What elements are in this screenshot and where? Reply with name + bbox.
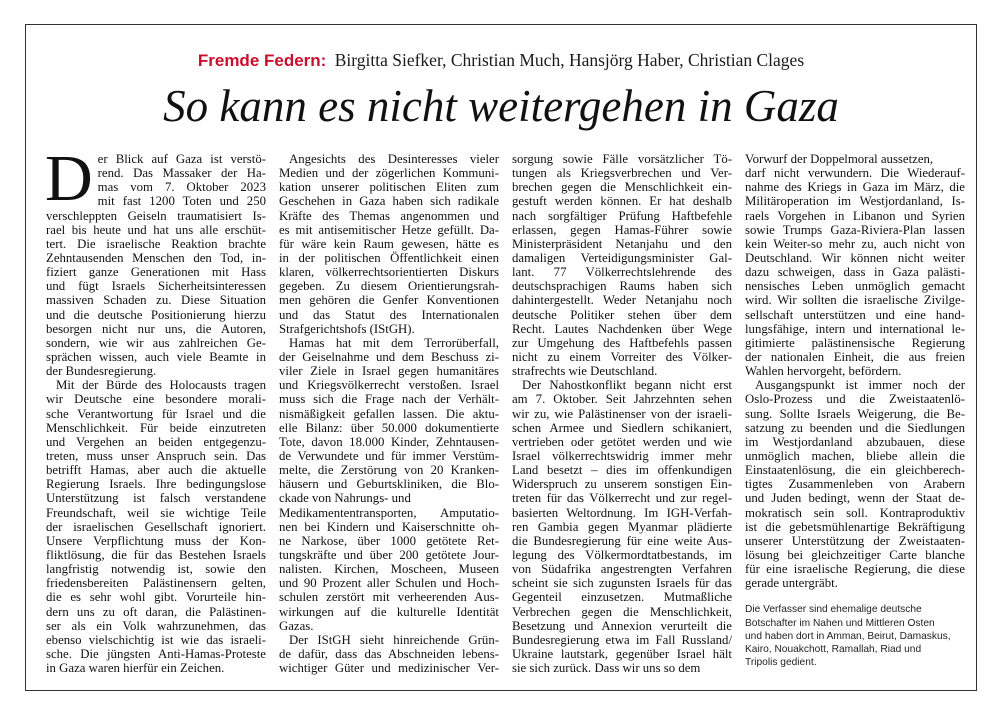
text-line: ckade von Nahrungs- und (279, 491, 411, 506)
text-line: scheint sie sich zugunsten Israels für das (512, 576, 732, 591)
text-line: Hamas hat mit dem Terrorüberfall, (289, 335, 499, 350)
text-line: Gazas. (279, 618, 314, 633)
text-line: Ausgangspunkt ist immer noch der (755, 378, 965, 393)
text-line: Geschehen in Gaza haben sich radikale (279, 194, 499, 209)
text-line: im Westjordanland abzubauen, diese (745, 434, 965, 449)
text-line: treten für das Völkerrecht und zur regel- (512, 491, 732, 506)
text-line: elle Bilanz: über 50.000 dokumentierte (279, 420, 499, 435)
column-body (46, 209, 266, 676)
text-line: Wahlen hervorgeht, befördern. (745, 364, 902, 379)
text-line: es mit antisemitischer Hetze gefüllt. Da- (279, 222, 499, 237)
text-line: Zehntausenden Menschen den Tod, in- (46, 250, 266, 265)
text-line: Mit der Bürde des Holocausts tragen (56, 378, 266, 393)
text-line: Oslo-Prozess und die Zweistaatenlö- (745, 392, 965, 407)
text-line: tert. Die israelische Reaktion brachte (46, 236, 266, 251)
text-line: Medien und der zögerlichen Kommuni- (279, 166, 499, 181)
note-line: Botschafter im Nahen und Mittleren Osten (745, 617, 935, 629)
text-line: Kräfte des Themas angenommen und (279, 208, 499, 223)
text-line: sowie Trumps Gaza-Riviera-Plan lassen (745, 222, 965, 237)
text-line: Militäroperation im Westjordanland, Is- (745, 194, 965, 209)
text-line: nismäßigkeit gefallen lassen. Die aktu- (279, 406, 499, 421)
article-column-2 (279, 152, 499, 675)
text-line: deutschsprachigen Raums haben sich (512, 279, 732, 294)
text-line: Strafgerichtshofs (IStGH). (279, 321, 415, 336)
text-line: Freundschaft, weil sie wichtige Teile (46, 505, 266, 520)
text-line: und das Statut des Internationalen (279, 307, 499, 322)
text-line: und Kriegsvölkerrecht verstoßen. Israel (279, 378, 499, 393)
author-note (745, 603, 965, 669)
text-line: wir zu, wie Palästinenser von der israeli- (512, 406, 732, 421)
text-line: Widerspruch zu unserem sonstigen Ein- (512, 477, 732, 492)
text-line: und Vergehen an beiden entgegenzu- (46, 434, 266, 449)
text-line: nensisches Leben unmöglich gemacht (745, 279, 965, 294)
text-line: muss sich die Frage nach der Verhält- (279, 392, 499, 407)
text-line: kein Weiter-so mehr zu, auch nicht von (745, 236, 965, 251)
text-line: de dafür, dass das Abschneiden lebens- (279, 646, 499, 661)
text-line: wird. Wir sollten die israelische Zivilge- (745, 293, 965, 308)
text-line: sung. Sollte Israels Weigerung, die Be- (745, 406, 965, 421)
text-line: unserer Unterstützung der Zweistaaten- (745, 533, 965, 548)
text-line: Vorwurf der Doppelmoral aussetzen, (745, 152, 934, 166)
text-line: ebenso vielschichtig ist wie das israeli- (46, 632, 266, 647)
text-line: nalisten. Kirchen, Moscheen, Museen (279, 562, 499, 577)
dropcap-paragraph (45, 142, 266, 215)
article-column-1 (45, 142, 266, 676)
text-line: sche Verantwortung für Israel und die (46, 406, 266, 421)
text-line: vertrieben oder getötet werden und wie (512, 434, 732, 449)
text-line: nen bei Kindern und Kaiserschnitte oh- (279, 519, 499, 534)
text-line: häusern und Geburtskliniken, die Blo- (279, 477, 499, 492)
text-line: tigtes Zusammenleben von Arabern (745, 477, 965, 492)
text-line: rend. Das Massaker der Ha- (97, 166, 266, 181)
text-line: der Geiselnahme und dem Beschuss zi- (279, 349, 499, 364)
text-line: treten, muss unser Anspruch sein. Das (46, 448, 266, 463)
text-line: und Juden bedingt, wenn der Staat de- (745, 491, 965, 506)
text-line: zur Umgehung des Haftbefehls passen (512, 335, 732, 350)
text-line: fiziert ganze Generationen mit Hass (46, 265, 266, 280)
text-line: besorgen nicht nur uns, die Autoren, (46, 321, 266, 336)
text-line: tungskräfte und über 200 getötete Jour- (279, 547, 499, 562)
text-line: de Verwundete und für immer Verstüm- (279, 448, 499, 463)
text-line: betrifft Hamas, aber auch die aktuelle (46, 463, 266, 478)
text-line: gitimierte palästinensische Regierung (745, 335, 965, 350)
text-line: gerade untergräbt. (745, 576, 838, 591)
text-line: Tote, davon 18.000 Kinder, Zehntausen- (279, 434, 499, 449)
text-line: Medikamententransporten, Amputatio- (279, 505, 499, 520)
byline (26, 50, 976, 71)
text-line: damaligen Verteidigungsminister Gal- (512, 250, 732, 265)
text-line: Besetzung und Annexion verurteilt die (512, 618, 732, 633)
text-line: sorgung sowie Fälle vorsätzlicher Tö- (512, 152, 732, 166)
text-line: raels Vorgehen in Libanon und Syrien (745, 208, 965, 223)
text-line: lant. 77 Völkerrechtslehrende des (512, 265, 732, 280)
note-line: Die Verfasser sind ehemalige deutsche (745, 604, 922, 616)
note-line: Tripolis gedient. (745, 657, 817, 669)
text-line: Angesichts des Desinteresses vieler (289, 152, 499, 166)
text-line: satzung zu beenden und die Siedlungen (745, 420, 965, 435)
text-line: Menschlichkeit. Für beide einzutreten (46, 420, 266, 435)
text-line: lungsfähige, intern und international le- (745, 321, 965, 336)
text-line: Ukraine lautstark, gegenüber Israel hält (512, 646, 732, 661)
text-line: mit fast 1200 Toten und 250 (97, 194, 266, 209)
text-line: strafrechts wie Deutschland. (512, 364, 658, 379)
text-line: brechen gegen die Menschlichkeit ein- (512, 180, 732, 195)
text-line: schen Armee und Siedlern schikaniert, (512, 420, 732, 435)
text-line: gegeben. Zu diesem Orientierungsrah- (279, 279, 499, 294)
text-line: Unsere Verpflichtung muss der Kon- (46, 533, 266, 548)
text-line: und die deutsche Positionierung hierzu (46, 307, 266, 322)
column-body (745, 152, 965, 590)
text-line: sellschaft unterstützen und eine hand- (745, 307, 965, 322)
text-line: und fügt Israels Sicherheitsinteressen (46, 279, 266, 294)
text-line: sie sich zurück. Dass wir uns so dem (512, 661, 701, 676)
text-line: Der Nahostkonflikt begann nicht erst (522, 378, 732, 393)
text-line: deutsche Politiker stehen über dem (512, 307, 732, 322)
text-line: Bundesregierung etwa im Fall Russland/ (512, 632, 732, 647)
column-body (279, 152, 499, 675)
text-line: melte, die Zerstörung von 20 Kranken- (279, 463, 499, 478)
text-line: der nationalen Einheit, die aus freien (745, 349, 965, 364)
note-line: und haben dort in Amman, Beirut, Damaskus, (745, 630, 951, 642)
text-line: darf nicht verwundern. Die Wiederauf- (745, 166, 965, 181)
text-line: lösung bei gleichzeitiger Carte blanche (745, 547, 965, 562)
text-line: massiven Schaden zu. Diese Situation (46, 293, 266, 308)
article-column-4 (745, 152, 965, 669)
text-line: tungen als Kriegsverbrechen und Ver- (512, 166, 732, 181)
text-line: viler Ziele in Israel gegen humanitäres (279, 364, 499, 379)
text-line: langfristig notwendig ist, sowie den (46, 562, 266, 577)
text-line: wichtiger Güter und medizinischer Ver- (279, 661, 499, 676)
text-line: ser als ein Volk wahrzunehmen, das (46, 618, 266, 633)
text-line: wirkungen auf die kulturelle Identität (279, 604, 499, 619)
text-line: nach sorgfältiger Prüfung Haftbefehle (512, 208, 732, 223)
headline: So kann es nicht weitergehen in Gaza (163, 81, 839, 131)
text-line: die Bundesregierung für eine weite Aus- (512, 533, 732, 548)
text-line: in Gaza waren hierfür ein Zeichen. (46, 661, 225, 676)
text-line: mas vom 7. Oktober 2023 (97, 180, 266, 195)
note-line: Kairo, Nouakchott, Ramallah, Riad und (745, 643, 922, 655)
text-line: nicht zu einem Vorreiter des Völker- (512, 349, 732, 364)
text-line: Deutschland. Wir können nicht weiter (745, 250, 965, 265)
text-line: für wäre kein Raum gewesen, hätte es (279, 236, 499, 251)
text-line: men gehören die Genfer Konventionen (279, 293, 499, 308)
text-line: wir Deutsche eine besondere morali- (46, 392, 266, 407)
text-line: nahme des Kriegs in Gaza im März, die (745, 180, 965, 195)
text-line: Land besetzt – dies im offenkundigen (512, 463, 732, 478)
text-line: Regierung Israels. Ihre bedingungslose (46, 477, 266, 492)
article-column-3 (512, 152, 732, 675)
authors: Birgitta Siefker, Christian Much, Hansjörg Haber, Christian Clages (334, 50, 805, 70)
text-line: für eine israelische Regierung, die diese (745, 562, 965, 577)
kicker: Fremde Federn: (197, 51, 327, 70)
text-line: Der IStGH sieht hinreichende Grün- (289, 632, 499, 647)
text-line: er Blick auf Gaza ist verstö- (97, 152, 266, 166)
text-line: Ministerpräsident Netanjahu und den (512, 236, 732, 251)
text-line: unmöglich machen, bliebe allein die (745, 448, 965, 463)
text-line: sche. Die jüngsten Anti-Hamas-Proteste (46, 646, 266, 661)
text-line: mokratisch sein soll. Kontraproduktiv (745, 505, 965, 520)
text-line: und 90 Prozent aller Schulen und Hoch- (279, 576, 499, 591)
text-line: Unterstützung ist falsch verstandene (46, 491, 266, 506)
text-line: kation unserer politischen Eliten zum (279, 180, 499, 195)
text-line: dahintergestellt. Weder Netanjahu noch (512, 293, 732, 308)
text-line: ne Narkose, über 1000 getötete Ret- (279, 533, 499, 548)
text-line: Recht. Lautes Nachdenken über Wege (512, 321, 732, 336)
column-body (512, 152, 732, 675)
text-line: sondern, wie wir aus zahlreichen Ge- (46, 335, 266, 350)
text-line: klaren, völkerrechtsorientierten Diskurs (279, 265, 499, 280)
text-line: sprächen wissen, auch viele Beamte in (46, 349, 266, 364)
text-line: verschleppten Geiseln traumatisiert Is- (46, 208, 266, 223)
text-line: friedensbereiten Palästinensern gelten, (46, 576, 266, 591)
text-line: Verbrechen gegen die Menschlichkeit, (512, 604, 732, 619)
text-line: in der politischen Öffentlichkeit einen (279, 250, 499, 265)
text-line: von Südafrika angestrengten Verfahren (512, 562, 732, 577)
text-line: dern uns zu oft daran, die Palästinen- (46, 604, 266, 619)
text-line: basierten Weltordnung. Im IGH-Verfah- (512, 505, 732, 520)
text-line: Israel völkerrechtswidrig immer mehr (512, 448, 732, 463)
text-line: schulen zerstört mit verheerenden Aus- (279, 590, 499, 605)
text-line: legung des Völkermordtatbestands, im (512, 547, 732, 562)
text-line: der israelischen Gesellschaft ignoriert. (46, 519, 266, 534)
text-line: ren Gambia gegen Myanmar plädierte (512, 519, 732, 534)
text-line: ist die gebetsmühlenartige Bekräftigung (745, 519, 965, 534)
text-line: Gegenteil einzusetzen. Mutmaßliche (512, 590, 732, 605)
text-line: die es sehr wohl gibt. Vorurteile hin- (46, 590, 266, 605)
text-line: der Bundesregierung. (46, 364, 157, 379)
text-line: gestuft werden können. Er hat deshalb (512, 194, 732, 209)
article-frame (25, 24, 977, 691)
text-line: fliktlösung, die für das Bestehen Israels (46, 547, 266, 562)
text-line: rael bis heute und hat uns alle erschüt- (46, 222, 266, 237)
text-line: erlassen, gegen Hamas-Führer sowie (512, 222, 732, 237)
drop-cap: D (45, 142, 93, 215)
text-line: Einstaatenlösung, die ein gleichberech- (745, 463, 965, 478)
text-line: am 7. Oktober. Seit Jahrzehnten sehen (512, 392, 732, 407)
text-line: dazu schweigen, dass in Gaza palästi- (745, 265, 965, 280)
